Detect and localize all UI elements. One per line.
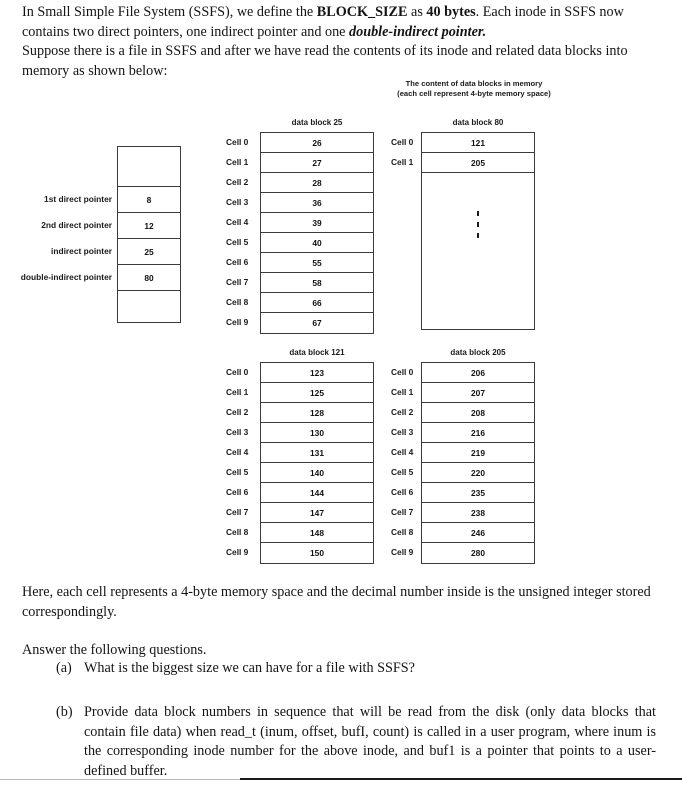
data-cell: 130 (261, 423, 373, 443)
blocks-caption-line-1: The content of data blocks in memory (405, 79, 543, 88)
cell-label: Cell 6 (226, 487, 249, 497)
data-cell: 131 (261, 443, 373, 463)
data-cell: 144 (261, 483, 373, 503)
cell-label: Cell 2 (391, 407, 414, 417)
data-cell: 238 (422, 503, 534, 523)
cell-label: Cell 2 (226, 407, 249, 417)
cell-label: Cell 4 (226, 217, 249, 227)
inode-row-blank-bottom (118, 291, 180, 322)
page-footer-rule-light (0, 779, 240, 780)
inode-row-indirect-pointer: 25 (118, 239, 180, 265)
cell-label: Cell 8 (226, 297, 249, 307)
data-cell: 207 (422, 383, 534, 403)
data-cell: 28 (261, 173, 373, 193)
data-cell: 147 (261, 503, 373, 523)
data-cell: 27 (261, 153, 373, 173)
inode-row-1st-direct-pointer: 8 (118, 187, 180, 213)
data-cell: 39 (261, 213, 373, 233)
data-cell: 121 (422, 133, 534, 153)
cell-label: Cell 0 (226, 137, 249, 147)
cell-label: Cell 9 (226, 547, 249, 557)
cell-label: Cell 7 (391, 507, 414, 517)
page-footer-rule-dark (240, 778, 682, 780)
inode-label-indirect-pointer: indirect pointer (51, 246, 112, 256)
data-cell: 66 (261, 293, 373, 313)
cell-label: Cell 7 (226, 507, 249, 517)
data-block-205-table (421, 362, 535, 564)
data-block-80-title: data block 80 (452, 118, 504, 127)
inode-label-1st-direct-pointer: 1st direct pointer (44, 194, 112, 204)
data-cell: 208 (422, 403, 534, 423)
cell-label: Cell 0 (391, 367, 414, 377)
cell-label: Cell 6 (391, 487, 414, 497)
cell-label: Cell 5 (226, 467, 249, 477)
question-a-label: (a) (56, 660, 72, 676)
intro-paragraph (22, 3, 667, 42)
inode-table (117, 146, 181, 323)
data-block-25-title: data block 25 (291, 118, 343, 127)
data-cell: 67 (312, 318, 322, 328)
data-cell: 140 (261, 463, 373, 483)
data-cell: 26 (261, 133, 373, 153)
data-block-25-table (260, 132, 374, 334)
cell-label: Cell 5 (391, 467, 414, 477)
data-block-25-cell-labels (226, 132, 258, 332)
data-cell: 40 (261, 233, 373, 253)
data-cell: 128 (261, 403, 373, 423)
cell-label: Cell 4 (391, 447, 414, 457)
inode-pointer-labels (4, 186, 112, 290)
data-cell: 123 (261, 363, 373, 383)
data-cell: 36 (261, 193, 373, 213)
cell-label: Cell 2 (226, 177, 249, 187)
double-indirect-pointer-term: double-indirect pointer. (349, 23, 487, 40)
question-a (56, 659, 656, 679)
data-cell: 220 (422, 463, 534, 483)
vertical-ellipsis-icon (477, 211, 479, 244)
data-cell: 246 (422, 523, 534, 543)
question-b-text: Provide data block numbers in sequence that will be read from the disk (only data blocks that contain file data) when read_t (inum, offset, bufI, count) is called in a user program, where inum is the corresponding inode number for the above inode, and buf1 is a pointer that points to a user-defined buffer. (84, 704, 656, 779)
suppose-paragraph: Suppose there is a file in SSFS and after we have read the contents of its inode and related data blocks into memory as shown below: (22, 43, 628, 79)
data-block-121-table (260, 362, 374, 564)
answer-questions-line: Answer the following questions. (22, 642, 207, 658)
data-cell: 235 (422, 483, 534, 503)
cell-label: Cell 0 (391, 137, 414, 147)
cell-label: Cell 1 (226, 157, 249, 167)
cell-label: Cell 8 (391, 527, 414, 537)
intro-seg-3: . Each inode in SSFS now contains two direct pointers, one indirect pointer and one (22, 4, 624, 40)
here-paragraph: Here, each cell represents a 4-byte memory space and the decimal number inside is the unsigned integer stored correspondingly. (22, 584, 651, 620)
data-cell: 219 (422, 443, 534, 463)
data-cell: 205 (422, 153, 534, 173)
cell-label: Cell 1 (391, 157, 414, 167)
intro-seg-1: In Small Simple File System (SSFS), we define the (22, 4, 317, 20)
data-cell: 280 (471, 548, 485, 558)
data-cell: 55 (261, 253, 373, 273)
intro-seg-2: as (407, 4, 427, 20)
question-b (56, 703, 656, 781)
data-cell: 58 (261, 273, 373, 293)
cell-label: Cell 6 (226, 257, 249, 267)
data-cell: 206 (422, 363, 534, 383)
cell-label: Cell 8 (226, 527, 249, 537)
blocks-caption-line-2: (each cell represent 4-byte memory space) (397, 88, 551, 98)
data-cell: 150 (310, 548, 324, 558)
cell-label: Cell 1 (391, 387, 414, 397)
inode-row-blank-top (118, 147, 180, 187)
block-size-keyword: BLOCK_SIZE (316, 4, 408, 20)
data-block-80-remaining-area (422, 173, 534, 330)
data-block-121-cell-labels (226, 362, 258, 562)
cell-label: Cell 3 (391, 427, 414, 437)
data-block-80-table (421, 132, 535, 330)
data-cell: 125 (261, 383, 373, 403)
data-block-80-cell-labels (391, 132, 421, 172)
cell-label: Cell 3 (226, 427, 249, 437)
cell-label: Cell 9 (391, 547, 414, 557)
inode-row-2nd-direct-pointer: 12 (118, 213, 180, 239)
cell-label: Cell 4 (226, 447, 249, 457)
question-b-label: (b) (56, 704, 73, 720)
cell-label: Cell 3 (226, 197, 249, 207)
inode-row-double-indirect-pointer: 80 (118, 265, 180, 291)
data-block-205-cell-labels (391, 362, 421, 562)
inode-label-2nd-direct-pointer: 2nd direct pointer (41, 220, 112, 230)
cell-label: Cell 0 (226, 367, 249, 377)
data-cell: 216 (422, 423, 534, 443)
data-block-205-title: data block 205 (450, 348, 506, 357)
data-cell: 148 (261, 523, 373, 543)
inode-label-double-indirect-pointer: double-indirect pointer (20, 272, 112, 282)
cell-label: Cell 7 (226, 277, 249, 287)
block-size-value: 40 bytes (426, 4, 476, 20)
data-block-121-title: data block 121 (289, 348, 345, 357)
cell-label: Cell 9 (226, 317, 249, 327)
blocks-caption (376, 79, 572, 98)
cell-label: Cell 1 (226, 387, 249, 397)
cell-label: Cell 5 (226, 237, 249, 247)
question-a-text: What is the biggest size we can have for a file with SSFS? (84, 660, 415, 676)
